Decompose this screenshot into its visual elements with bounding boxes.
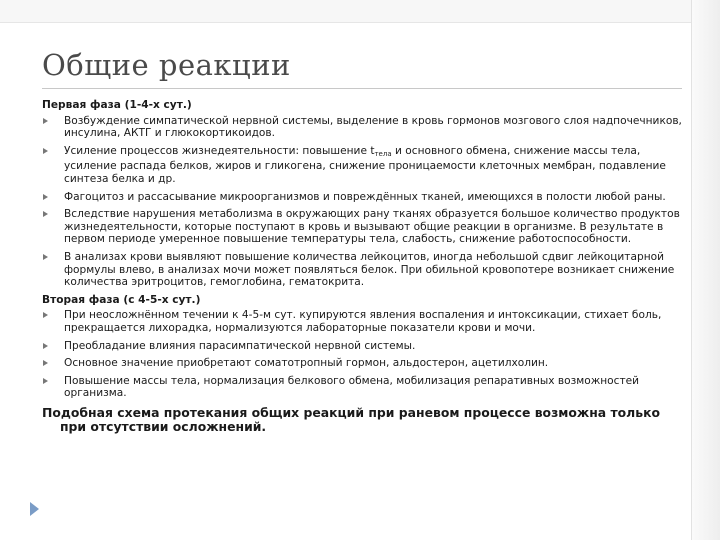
list-item-text: Усиление процессов жизнедеятельности: повышение t (64, 144, 375, 157)
window-top-bar (0, 0, 720, 23)
list-item (42, 191, 682, 204)
triangle-bullet-icon (43, 211, 48, 217)
list-item-text: и основного обмена, снижение массы тела, усиление распада белков, жиров и гликогена, снижение проницаемости клеточных мембран, подавление синтеза белка и др. (64, 144, 666, 185)
slide-content (42, 98, 682, 434)
list-item (42, 309, 682, 334)
triangle-bullet-icon (43, 118, 48, 124)
triangle-bullet-icon (43, 148, 48, 154)
list-item-text: Фагоцитоз и рассасывание микроорганизмов и повреждённых тканей, имеющихся в полости любой раны. (64, 190, 666, 203)
triangle-bullet-icon (43, 343, 48, 349)
list-item-text: Вследствие нарушения метаболизма в окружающих рану тканях образуется большое количество продуктов жизнедеятельности, которые поступают в кровь и вызывают общие реакции в организме. В результате в первом периоде умеренное повышение температуры тела, слабость, снижение работоспособности. (64, 208, 680, 246)
triangle-bullet-icon (43, 312, 48, 318)
list-item-text: Основное значение приобретают соматотропный гормон, альдостерон, ацетилхолин. (64, 357, 549, 370)
triangle-bullet-icon (43, 254, 48, 260)
phase1-heading: Первая фаза (1-4-х сут.) (42, 99, 192, 111)
list-item (42, 115, 682, 140)
list-item (42, 251, 682, 289)
list-item (42, 357, 682, 370)
list-item-text: В анализах крови выявляют повышение количества лейкоцитов, иногда небольшой сдвиг лейкоцитарной формулы влево, в анализах мочи может появляться белок. При обильной кровопотере возникает снижение количества эритроцитов, гемоглобина, гематокрита. (64, 250, 675, 289)
slide-title: Общие реакции (42, 48, 291, 82)
list-item (42, 340, 682, 353)
triangle-bullet-icon (43, 360, 48, 366)
list-item-text: Возбуждение симпатической нервной системы, выделение в кровь гормонов мозгового слоя надпочечников, инсулина, АКТГ и глюкокортикоидов. (64, 114, 682, 140)
triangle-bullet-icon (43, 194, 48, 200)
list-item (42, 145, 682, 186)
list-item-text: При неосложнённом течении к 4-5-м сут. купируются явления воспаления и интоксикации, стихает боль, прекращается лихорадка, нормализуются лабораторные показатели крови и мочи. (64, 309, 662, 334)
triangle-bullet-icon (43, 378, 48, 384)
list-item (42, 375, 682, 400)
subscript-text: тела (374, 149, 392, 158)
conclusion-text: Подобная схема протекания общих реакций при раневом процессе возможна только при отсутствии осложнений. (42, 404, 660, 434)
list-item-text: Повышение массы тела, нормализация белкового обмена, мобилизация репаративных возможностей организма. (64, 374, 640, 400)
list-item (42, 208, 682, 246)
next-slide-arrow-icon[interactable] (30, 502, 39, 516)
phase2-heading: Вторая фаза (с 4-5-х сут.) (42, 293, 201, 306)
title-divider (42, 88, 682, 89)
window-right-border (691, 0, 720, 540)
list-item-text: Преобладание влияния парасимпатической нервной системы. (64, 339, 416, 352)
